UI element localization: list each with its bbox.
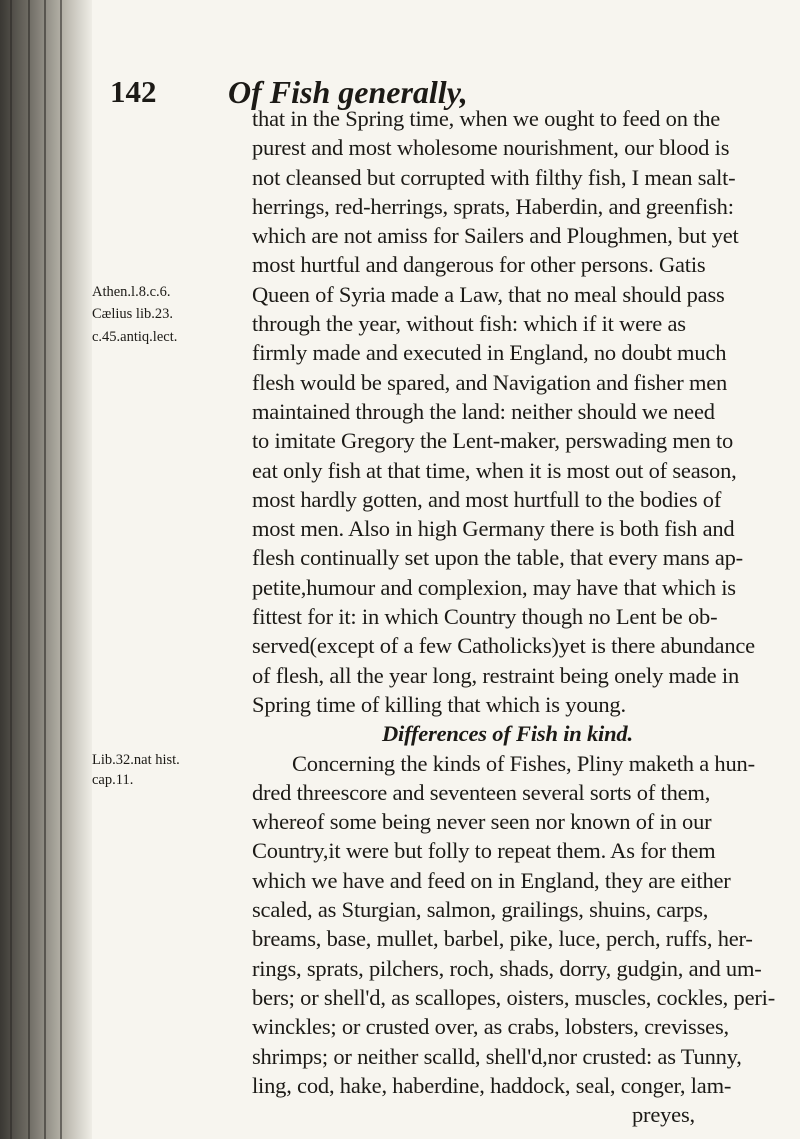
text-line: fittest for it: in which Country though no Lent be ob- bbox=[252, 604, 718, 630]
text-line: dred threescore and seventeen several sorts of them, bbox=[252, 779, 711, 805]
text-line: not cleansed but corrupted with filthy fish, I mean salt- bbox=[252, 164, 736, 190]
gutter-line bbox=[10, 0, 12, 1139]
text-line: herrings, red-herrings, sprats, Haberdin, and greenfish: bbox=[252, 193, 734, 219]
gutter-line bbox=[28, 0, 30, 1139]
book-page bbox=[92, 0, 800, 1139]
margin-note: Lib.32.nat hist. bbox=[92, 752, 180, 768]
text-line: eat only fish at that time, when it is most out of season, bbox=[252, 457, 737, 483]
text-line: Queen of Syria made a Law, that no meal should pass bbox=[252, 281, 725, 307]
margin-note: Cælius lib.23. bbox=[92, 306, 173, 322]
text-line: petite,humour and complexion, may have that which is bbox=[252, 574, 736, 600]
text-line: Country,it were but folly to repeat them. As for them bbox=[252, 838, 716, 864]
text-line: whereof some being never seen nor known of in our bbox=[252, 809, 712, 835]
text-line: through the year, without fish: which if it were as bbox=[252, 311, 686, 337]
text-line: winckles; or crusted over, as crabs, lobsters, crevisses, bbox=[252, 1014, 729, 1040]
running-head: Of Fish generally, bbox=[228, 74, 468, 110]
text-line: maintained through the land: neither should we need bbox=[252, 398, 715, 424]
page-number: 142 bbox=[110, 74, 157, 109]
text-line: firmly made and executed in England, no doubt much bbox=[252, 340, 727, 366]
section-heading: Differences of Fish in kind. bbox=[382, 721, 633, 747]
text-line: which we have and feed on in England, they are either bbox=[252, 867, 731, 893]
text-line: served(except of a few Catholicks)yet is there abundance bbox=[252, 633, 755, 659]
text-line: most hardly gotten, and most hurtfull to the bodies of bbox=[252, 486, 722, 512]
text-line: that in the Spring time, when we ought to feed on the bbox=[252, 106, 721, 131]
text-line: shrimps; or neither scalld, shell'd,nor crusted: as Tunny, bbox=[252, 1043, 742, 1069]
text-line: breams, base, mullet, barbel, pike, luce, perch, ruffs, her- bbox=[252, 926, 753, 952]
text-line: flesh continually set upon the table, that every mans ap- bbox=[252, 545, 743, 571]
text-line: Concerning the kinds of Fishes, Pliny maketh a hun- bbox=[292, 750, 755, 776]
gutter-line bbox=[44, 0, 46, 1139]
margin-note: Athen.l.8.c.6. bbox=[92, 284, 171, 300]
body-text bbox=[252, 104, 775, 1129]
text-line: scaled, as Sturgian, salmon, grailings, shuins, carps, bbox=[252, 897, 709, 923]
text-line: flesh would be spared, and Navigation and fisher men bbox=[252, 369, 728, 395]
text-line: ling, cod, hake, haberdine, haddock, seal, conger, lam- bbox=[252, 1072, 732, 1098]
text-line: of flesh, all the year long, restraint being onely made in bbox=[252, 662, 739, 688]
catchword: preyes, bbox=[632, 1102, 695, 1128]
gutter-line bbox=[60, 0, 62, 1139]
text-line: Spring time of killing that which is young. bbox=[252, 691, 626, 717]
text-line: which are not amiss for Sailers and Ploughmen, but yet bbox=[252, 223, 739, 249]
text-line: purest and most wholesome nourishment, our blood is bbox=[252, 135, 730, 161]
margin-note: cap.11. bbox=[92, 772, 134, 788]
book-gutter bbox=[0, 0, 92, 1139]
text-line: bers; or shell'd, as scallopes, oisters, muscles, cockles, peri- bbox=[252, 984, 775, 1010]
text-line: rings, sprats, pilchers, roch, shads, dorry, gudgin, and um- bbox=[252, 955, 762, 981]
margin-note: c.45.antiq.lect. bbox=[92, 329, 178, 345]
text-line: to imitate Gregory the Lent-maker, perswading men to bbox=[252, 428, 734, 454]
text-line: most men. Also in high Germany there is both fish and bbox=[252, 516, 735, 542]
text-line: most hurtful and dangerous for other persons. Gatis bbox=[252, 252, 706, 278]
